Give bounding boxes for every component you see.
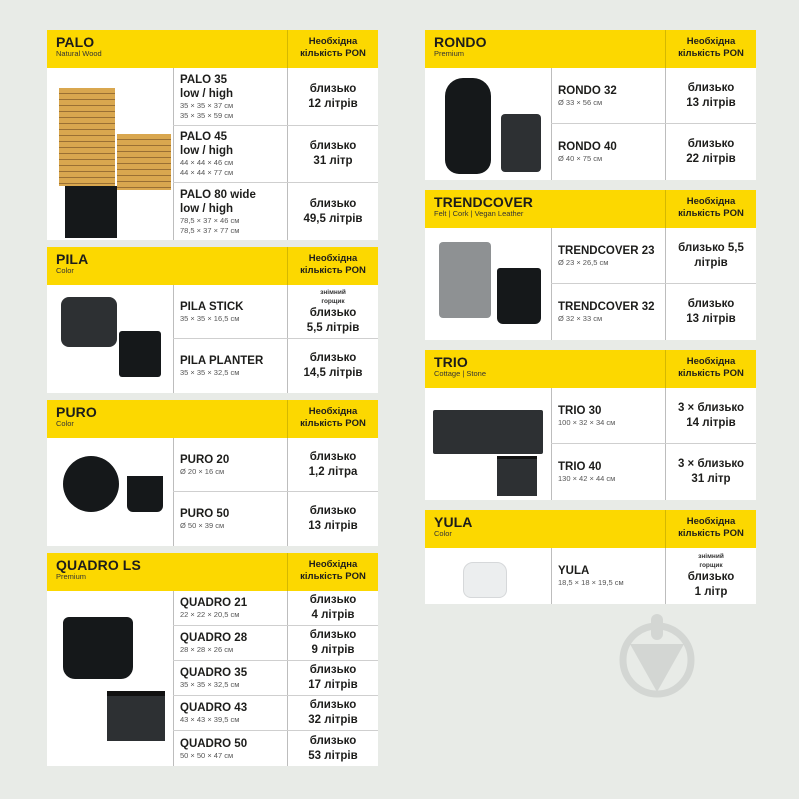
planter-felt <box>439 242 491 318</box>
product-image-rondo <box>425 68 551 180</box>
volume-value: 9 літрів <box>311 644 355 656</box>
volume-label: близько <box>687 138 735 150</box>
product-name: PILA STICK <box>180 300 244 313</box>
product-name: PALO 80 wide <box>180 188 256 201</box>
product-name: PALO 45 <box>180 131 228 143</box>
volume-value: 17 літрів <box>308 679 358 691</box>
insert-pot <box>119 331 161 377</box>
wood-planter-tall <box>59 88 115 186</box>
product-image-quadro <box>47 591 173 766</box>
product-name: QUADRO 21 <box>180 597 248 609</box>
volume-note: знімний горщик <box>698 553 724 569</box>
volume-value: 5,5 літрів <box>306 321 360 334</box>
insert-pot <box>501 114 541 172</box>
volume-label: близько <box>309 505 357 517</box>
product-variant: low / high <box>180 87 234 100</box>
product-dims: 18,5 × 18 × 19,5 см <box>558 578 624 587</box>
table-row <box>551 548 756 604</box>
product-dims: Ø 20 × 16 см <box>180 466 225 476</box>
card-puro <box>47 400 378 546</box>
card-rondo <box>425 30 756 180</box>
section-subtitle: Color <box>434 529 452 538</box>
product-dims: 43 × 43 × 39,5 см <box>180 715 240 724</box>
volume-label: близько <box>309 699 357 711</box>
section-subtitle: Premium <box>56 572 87 581</box>
product-dims: 35 × 35 × 16,5 см <box>180 313 240 323</box>
card-yula <box>425 510 756 604</box>
section-subtitle: Natural Wood <box>56 49 102 58</box>
product-image-palo <box>47 68 173 240</box>
product-dims: 100 × 32 × 34 см <box>558 417 616 427</box>
insert-pot <box>497 456 537 496</box>
product-name: TRIO 40 <box>558 461 602 473</box>
product-variant: low / high <box>180 202 234 215</box>
product-name: TRENDCOVER 32 <box>558 301 655 313</box>
section-title: PALO <box>56 34 95 50</box>
table-row <box>551 444 756 500</box>
product-dims: 35 × 35 × 37 см <box>180 100 234 110</box>
planter-yula <box>463 562 507 598</box>
volume-label: близько <box>309 82 357 95</box>
volume-value: 49,5 літрів <box>303 212 363 225</box>
product-image-puro <box>47 438 173 546</box>
volume-label: близько <box>687 81 735 94</box>
product-name: PALO 35 <box>180 73 228 86</box>
product-name: RONDO 40 <box>558 141 617 153</box>
column-header-pon: Необхідна кількість PON <box>665 190 756 228</box>
product-dims: 44 × 44 × 46 см <box>180 158 234 167</box>
product-dims: 130 × 42 × 44 см <box>558 474 616 483</box>
volume-value: 4 літрів <box>311 609 355 621</box>
product-dims: 78,5 × 37 × 77 см <box>180 225 240 235</box>
volume-label: близько <box>309 352 357 364</box>
section-title: TRIO <box>434 354 468 370</box>
card-header <box>47 553 378 591</box>
section-title: PURO <box>56 404 97 420</box>
volume-value: 22 літрів <box>686 153 736 165</box>
volume-label: близько <box>309 140 357 152</box>
table-row <box>551 388 756 444</box>
table-row <box>173 285 378 339</box>
product-name: RONDO 32 <box>558 84 617 97</box>
table-row <box>173 126 378 183</box>
volume-note: знімний горщик <box>320 288 346 305</box>
product-image-yula <box>425 548 551 604</box>
card-trio <box>425 350 756 500</box>
card-header <box>47 247 378 285</box>
product-dims: 28 × 28 × 26 см <box>180 645 234 654</box>
table-row <box>173 626 378 661</box>
product-dims: Ø 40 × 75 см <box>558 154 603 163</box>
table-row <box>551 228 756 284</box>
product-variant: low / high <box>180 145 234 157</box>
card-header <box>425 510 756 548</box>
watermark-logo-icon <box>612 610 702 700</box>
volume-value: 13 літрів <box>686 313 736 325</box>
card-trendcover <box>425 190 756 340</box>
product-dims: Ø 23 × 26,5 см <box>558 257 609 267</box>
product-name: PILA PLANTER <box>180 355 264 367</box>
volume-value: літрів <box>694 256 728 269</box>
product-image-trendcover <box>425 228 551 340</box>
product-dims: 35 × 35 × 59 см <box>180 110 234 120</box>
product-image-pila <box>47 285 173 393</box>
wood-planter-short <box>117 134 171 190</box>
table-row <box>173 68 378 126</box>
card-palo <box>47 30 378 240</box>
column-header-pon: Необхідна кількість PON <box>287 400 378 438</box>
card-quadro-ls <box>47 553 378 766</box>
table-row <box>173 339 378 393</box>
volume-label: близько <box>309 450 357 463</box>
product-dims: Ø 33 × 56 см <box>558 97 603 107</box>
insert-pot <box>127 476 163 512</box>
section-title: TRENDCOVER <box>434 194 534 210</box>
section-subtitle: Color <box>56 419 74 428</box>
product-dims: 22 × 22 × 20,5 см <box>180 610 240 619</box>
product-name: TRIO 30 <box>558 404 602 417</box>
insert-pot <box>107 691 165 741</box>
volume-label: близько <box>687 298 735 310</box>
table-row <box>551 124 756 180</box>
volume-label: близько <box>309 594 357 606</box>
section-subtitle: Premium <box>434 49 465 58</box>
table-row <box>551 68 756 124</box>
product-name: YULA <box>558 565 590 577</box>
product-dims: 44 × 44 × 77 см <box>180 168 234 177</box>
volume-label: близько 5,5 <box>678 241 744 254</box>
table-row <box>551 284 756 340</box>
section-title: RONDO <box>434 34 487 50</box>
card-header <box>47 400 378 438</box>
card-pila <box>47 247 378 393</box>
product-dims: 50 × 50 × 47 см <box>180 750 234 760</box>
planter-rondo <box>445 78 491 174</box>
column-header-pon: Необхідна кількість PON <box>665 510 756 548</box>
section-title: QUADRO LS <box>56 557 141 573</box>
volume-value: 1 літр <box>694 586 728 598</box>
column-header-pon: Необхідна кількість PON <box>665 30 756 68</box>
product-dims: Ø 50 × 39 см <box>180 521 225 530</box>
volume-value: 14 літрів <box>686 416 736 429</box>
card-header <box>425 30 756 68</box>
planter-pila <box>61 297 117 347</box>
volume-label: близько <box>309 197 357 210</box>
column-header-pon: Необхідна кількість PON <box>287 553 378 591</box>
volume-label: 3 × близько <box>677 458 745 470</box>
volume-label: близько <box>309 306 357 319</box>
volume-value: 31 літр <box>691 473 731 485</box>
table-row <box>173 696 378 731</box>
product-name: QUADRO 35 <box>180 667 248 679</box>
planter-sphere <box>63 456 119 512</box>
table-row <box>173 492 378 546</box>
volume-value: 53 літрів <box>308 749 358 762</box>
volume-label: 3 × близько <box>677 401 745 414</box>
volume-label: близько <box>309 734 357 747</box>
card-header <box>425 350 756 388</box>
volume-label: близько <box>687 571 735 583</box>
section-title: YULA <box>434 514 473 530</box>
section-title: PILA <box>56 251 89 267</box>
planter-trio <box>433 410 543 454</box>
section-subtitle: Color <box>56 266 74 275</box>
card-header <box>425 190 756 228</box>
volume-value: 13 літрів <box>686 96 736 109</box>
product-dims: 35 × 35 × 32,5 см <box>180 368 240 377</box>
product-dims: 78,5 × 37 × 46 см <box>180 215 240 225</box>
product-image-trio <box>425 388 551 500</box>
volume-value: 32 літрів <box>308 714 358 726</box>
table-row <box>173 438 378 492</box>
product-name: QUADRO 28 <box>180 632 248 644</box>
volume-label: близько <box>309 664 357 676</box>
product-dims: Ø 32 × 33 см <box>558 314 603 323</box>
product-name: PURO 20 <box>180 453 230 466</box>
table-row <box>173 731 378 766</box>
volume-value: 14,5 літрів <box>303 367 363 379</box>
column-header-pon: Необхідна кількість PON <box>287 247 378 285</box>
insert-pot <box>497 268 541 324</box>
insert-pot <box>65 186 117 238</box>
card-header <box>47 30 378 68</box>
product-name: PURO 50 <box>180 508 230 520</box>
column-header-pon: Необхідна кількість PON <box>665 350 756 388</box>
column-header-pon: Необхідна кількість PON <box>287 30 378 68</box>
volume-value: 12 літрів <box>308 97 358 110</box>
table-row <box>173 183 378 240</box>
volume-value: 1,2 літра <box>308 465 358 478</box>
section-subtitle: Felt | Cork | Vegan Leather <box>434 209 524 218</box>
table-row <box>173 661 378 696</box>
product-name: TRENDCOVER 23 <box>558 244 655 257</box>
volume-value: 31 літр <box>313 155 353 167</box>
volume-value: 13 літрів <box>308 520 358 532</box>
table-row <box>173 591 378 626</box>
product-dims: 35 × 35 × 32,5 см <box>180 680 240 689</box>
product-name: QUADRO 50 <box>180 737 248 750</box>
section-subtitle: Cottage | Stone <box>434 369 486 378</box>
product-name: QUADRO 43 <box>180 702 248 714</box>
volume-label: близько <box>309 629 357 641</box>
planter-quadro <box>63 617 133 679</box>
